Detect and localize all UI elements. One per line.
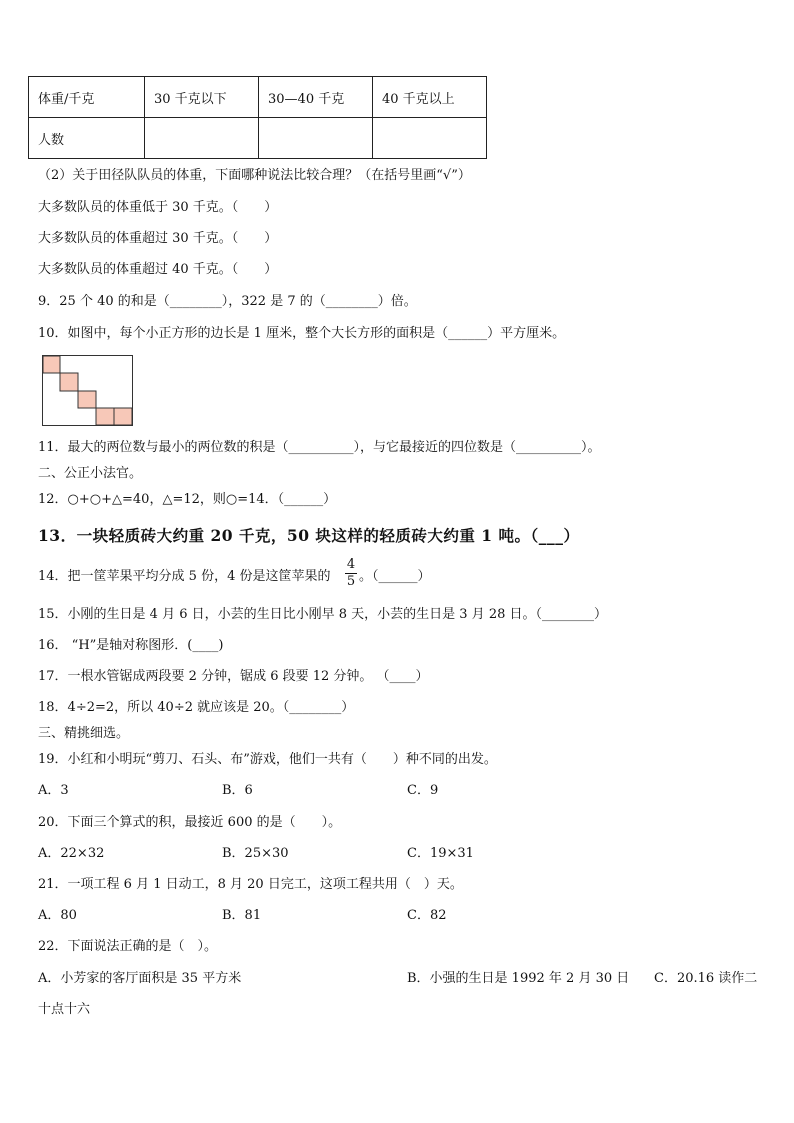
weight-table	[28, 76, 487, 159]
q8-2-option-2[interactable]: 大多数队员的体重超过 30 千克。（ ）	[38, 231, 278, 246]
table-cell: 40 千克以上	[373, 77, 487, 118]
question-20: 20．下面三个算式的积，最接近 600 的是（ ）。	[38, 815, 342, 830]
option-a[interactable]: A．小芳家的客厅面积是 35 平方米	[38, 971, 242, 986]
fraction-numerator: 4	[346, 557, 356, 572]
table-cell: 30—40 千克	[259, 77, 373, 118]
option-a[interactable]: A．22×32	[38, 846, 105, 861]
option-a[interactable]: A．3	[38, 783, 69, 798]
question-17: 17．一根水管锯成两段要 2 分钟，锯成 6 段要 12 分钟。 （____）	[38, 669, 429, 684]
shaded-square	[60, 373, 78, 391]
question-12: 12．○+○+△=40，△=12，则○=14．（______）	[38, 492, 337, 507]
question-21: 21．一项工程 6 月 1 日动工，8 月 20 日完工，这项工程共用（ ）天。	[38, 877, 463, 892]
q8-2-option-1[interactable]: 大多数队员的体重低于 30 千克。（ ）	[38, 200, 278, 215]
table-cell: 30 千克以下	[145, 77, 259, 118]
section-3-heading: 三、精挑细选。	[38, 726, 130, 741]
option-c[interactable]: C．20.16 读作二	[654, 971, 758, 986]
question-18: 18．4÷2=2，所以 40÷2 就应该是 20。（________）	[38, 700, 355, 715]
option-c[interactable]: C．19×31	[407, 846, 474, 861]
question-14	[38, 569, 330, 585]
question-19: 19．小红和小明玩“剪刀、石头、布”游戏，他们一共有（ ）种不同的出发。	[38, 752, 497, 767]
answer-cell[interactable]	[373, 118, 487, 159]
option-a[interactable]: A．80	[38, 908, 77, 923]
option-c[interactable]: C．82	[407, 908, 447, 923]
question-22: 22．下面说法正确的是（ ）。	[38, 939, 218, 954]
option-b[interactable]: B．小强的生日是 1992 年 2 月 30 日	[407, 971, 630, 986]
answer-cell[interactable]	[259, 118, 373, 159]
question-10: 10．如图中，每个小正方形的边长是 1 厘米，整个大长方形的面积是（______）平方厘米。	[38, 326, 566, 341]
table-cell: 体重/千克	[29, 77, 145, 118]
question-15: 15．小刚的生日是 4 月 6 日，小芸的生日比小刚早 8 天，小芸的生日是 3 月 28 日。（________）	[38, 607, 607, 622]
question-16: 16． “H”是轴对称图形．(____)	[38, 638, 224, 653]
staircase-grid-figure	[42, 355, 134, 427]
question-9: 9．25 个 40 的和是（________），322 是 7 的（________）倍。	[38, 294, 417, 309]
option-b[interactable]: B．6	[222, 783, 253, 798]
question-13: 13．一块轻质砖大约重 20 千克，50 块这样的轻质砖大约重 1 吨。（___）	[38, 526, 580, 545]
option-b[interactable]: B．81	[222, 908, 262, 923]
question-14-answer: 。（______）	[359, 569, 431, 584]
table-row	[29, 118, 487, 159]
question-14-text: 14．把一筐苹果平均分成 5 份，4 份是这筐苹果的	[38, 569, 331, 584]
answer-cell[interactable]	[145, 118, 259, 159]
shaded-square	[114, 408, 132, 425]
option-c[interactable]: C．9	[407, 783, 439, 798]
table-row-label: 人数	[29, 118, 145, 159]
option-c-continued: 十点十六	[38, 1002, 91, 1017]
fraction-denominator: 5	[346, 574, 356, 589]
q8-2-prompt: （2）关于田径队队员的体重，下面哪种说法比较合理？（在括号里画“√”）	[38, 168, 471, 183]
q8-2-option-3[interactable]: 大多数队员的体重超过 40 千克。（ ）	[38, 262, 278, 277]
shaded-square	[96, 408, 114, 425]
section-2-heading: 二、公正小法官。	[38, 466, 143, 481]
option-b[interactable]: B．25×30	[222, 846, 289, 861]
table-header-row	[29, 77, 487, 118]
question-11: 11．最大的两位数与最小的两位数的积是（__________），与它最接近的四位数是（__________）。	[38, 440, 601, 455]
shaded-square	[78, 391, 96, 408]
shaded-square	[43, 356, 60, 373]
fraction	[345, 558, 357, 589]
